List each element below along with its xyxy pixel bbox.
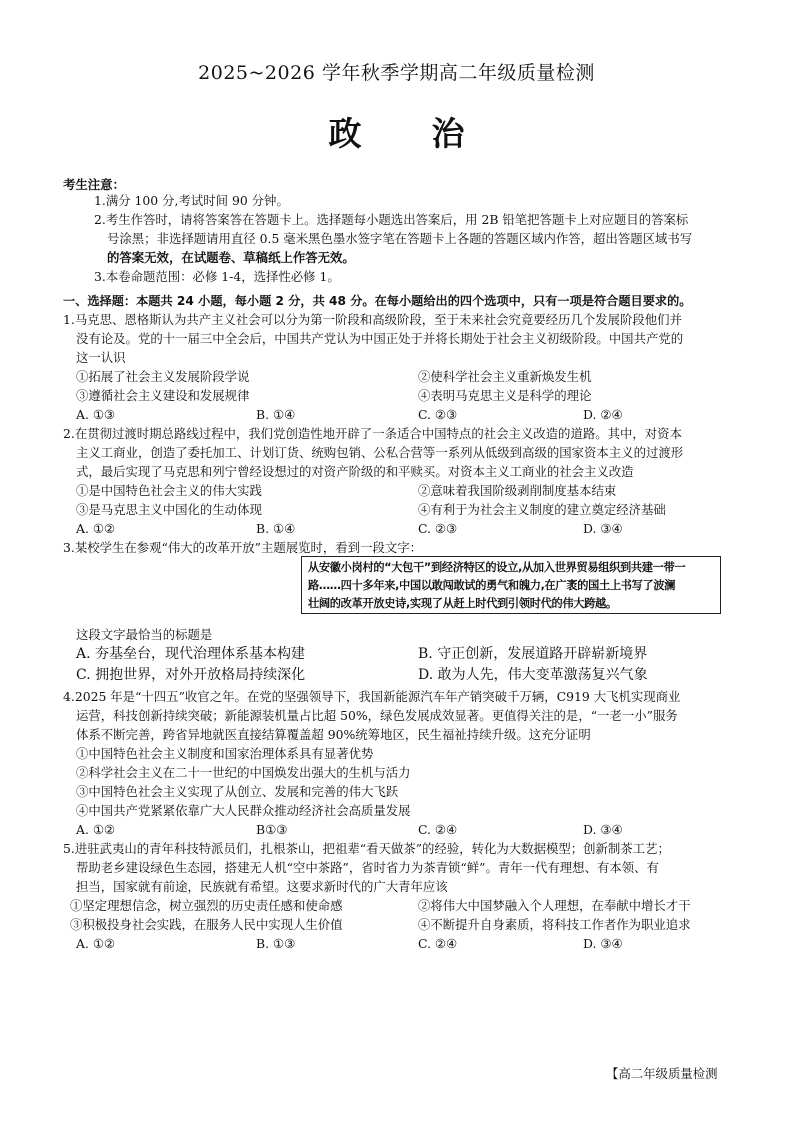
q3-quote-line-3: 壮阔的改革开放史诗,实现了从赶上时代到引领时代的伟大跨越。: [308, 597, 617, 610]
q1-statement-3: ③遵循社会主义建设和发展规律: [76, 388, 250, 403]
q2-statement-1: ①是中国特色社会主义的伟大实践: [76, 483, 262, 498]
q1-line-1: 1.马克思、恩格斯认为共产主义社会可以分为第一阶段和高级阶段，至于未来社会究竟要经历几个发展阶段他们并: [63, 312, 682, 327]
q3-option-b[interactable]: B. 守正创新，发展道路开辟崭新境界: [418, 646, 648, 662]
q2-option-b[interactable]: B. ①④: [256, 521, 296, 536]
q4-statement-1: ①中国特色社会主义制度和国家治理体系具有显著优势: [76, 746, 374, 761]
page-footer: 【高二年级质量检测: [606, 1066, 718, 1081]
exam-title: 2025~2026 学年秋季学期高二年级质量检测: [198, 62, 595, 84]
q1-option-a[interactable]: A. ①③: [76, 407, 116, 422]
q3-line-1: 3.某校学生在参观“伟大的改革开放”主题展览时，看到一段文字：: [63, 540, 423, 555]
q5-option-b[interactable]: B. ①③: [256, 936, 296, 951]
q3-option-d[interactable]: D. 敢为人先，伟大变革激荡复兴气象: [418, 667, 648, 683]
q5-statement-2: ②将伟大中国梦融入个人理想，在奉献中增长才干: [418, 898, 691, 913]
q5-option-d[interactable]: D. ③④: [583, 936, 623, 951]
q1-statement-2: ②使科学社会主义重新焕发生机: [418, 369, 592, 384]
q1-line-2: 没有论及。党的十一届三中全会后，中国共产党认为中国正处于并将长期处于社会主义初级阶段。中国共产党的: [76, 331, 684, 346]
q4-line-1: 4.2025 年是“十四五”收官之年。在党的坚强领导下，我国新能源汽车年产销突破千万辆，C919 大飞机实现商业: [63, 689, 681, 704]
q1-option-c[interactable]: C. ②③: [418, 407, 458, 422]
notice-item-2: 2.考生作答时，请将答案答在答题卡上。选择题每小题选出答案后，用 2B 铅笔把答题卡上对应题目的答案标: [94, 212, 689, 227]
q4-option-b[interactable]: B①③: [256, 822, 288, 837]
q3-option-a[interactable]: A. 夯基垒台，现代治理体系基本构建: [76, 646, 306, 662]
q4-statement-2: ②科学社会主义在二十一世纪的中国焕发出强大的生机与活力: [76, 765, 411, 780]
notice-item-1: 1.满分 100 分,考试时间 90 分钟。: [94, 193, 289, 208]
q5-statement-1: ①坚定理想信念，树立强烈的历史责任感和使命感: [70, 898, 343, 913]
q5-option-c[interactable]: C. ②④: [418, 936, 458, 951]
q2-line-2: 主义工商业，创造了委托加工、计划订货、统购包销、公私合营等一系列从低级到高级的国家资本主义的过渡形: [76, 445, 684, 460]
q3-quote-line-1: 从安徽小岗村的“大包干”到经济特区的设立,从加入世界贸易组织到共建一带一: [308, 561, 686, 574]
notice-title: 考生注意：: [63, 177, 125, 192]
q4-option-d[interactable]: D. ③④: [583, 822, 623, 837]
q3-option-c[interactable]: C. 拥抱世界，对外开放格局持续深化: [76, 667, 306, 683]
q5-line-1: 5.进驻武夷山的青年科技特派员们，扎根茶山，把祖辈“看天做茶”的经验，转化为大数据模型；创新制茶工艺；: [63, 841, 670, 856]
q5-line-3: 担当，国家就有前途，民族就有希望。这要求新时代的广大青年应该: [76, 879, 448, 894]
q1-option-b[interactable]: B. ①④: [256, 407, 296, 422]
q4-line-2: 运营，科技创新持续突破；新能源装机量占比超 50%，绿色发展成效显著。更值得关注的是，“一老一小”服务: [76, 708, 678, 723]
q1-statement-4: ④表明马克思主义是科学的理论: [418, 388, 592, 403]
q5-line-2: 帮助老乡建设绿色生态园，搭建无人机“空中茶路”，省时省力为茶青锁“鲜”。青年一代有理想、有本领、有: [76, 860, 659, 875]
q1-line-3: 这一认识: [76, 350, 126, 365]
q2-option-a[interactable]: A. ①②: [76, 521, 116, 536]
section-one-title: 一、选择题：本题共 24 小题，每小题 2 分，共 48 分。在每小题给出的四个选项中，只有一项是符合题目要求的。: [63, 294, 692, 308]
q1-option-d[interactable]: D. ②④: [583, 407, 623, 422]
subject-title: 政治: [328, 114, 535, 153]
notice-item-3: 3.本卷命题范围：必修 1-4，选择性必修 1。: [94, 269, 340, 284]
q2-option-d[interactable]: D. ③④: [583, 521, 623, 536]
notice-item-2-cont: 号涂黑；非选择题请用直径 0.5 毫米黑色墨水签字笔在答题卡上各题的答题区域内作答，超出答题区域书写: [107, 231, 693, 246]
q5-statement-4: ④不断提升自身素质，将科技工作者作为职业追求: [418, 917, 691, 932]
q2-statement-4: ④有利于为社会主义制度的建立奠定经济基础: [418, 502, 666, 517]
q2-option-c[interactable]: C. ②③: [418, 521, 458, 536]
q4-statement-4: ④中国共产党紧紧依靠广大人民群众推动经济社会高质量发展: [76, 803, 411, 818]
q4-statement-3: ③中国特色社会主义实现了从创立、发展和完善的伟大飞跃: [76, 784, 399, 799]
q2-line-3: 式，最后实现了马克思和列宁曾经设想过的对资产阶级的和平赎买。对资本主义工商业的社会主义改造: [76, 464, 634, 479]
q4-option-c[interactable]: C. ②④: [418, 822, 458, 837]
q2-statement-2: ②意味着我国阶级剥削制度基本结束: [418, 483, 617, 498]
q3-stem-end: 这段文字最恰当的标题是: [76, 627, 213, 642]
q2-line-1: 2.在贯彻过渡时期总路线过程中，我们党创造性地开辟了一条适合中国特点的社会主义改造的道路。其中，对资本: [63, 426, 682, 441]
q5-option-a[interactable]: A. ①②: [76, 936, 116, 951]
q3-quote-line-2: 路……四十多年来,中国以敢闯敢试的勇气和魄力,在广袤的国土上书写了波澜: [308, 579, 676, 592]
q5-statement-3: ③积极投身社会实践，在服务人民中实现人生价值: [70, 917, 343, 932]
q2-statement-3: ③是马克思主义中国化的生动体现: [76, 502, 262, 517]
notice-item-2-end: 的答案无效，在试题卷、草稿纸上作答无效。: [107, 250, 355, 265]
q3-quote-box: [301, 556, 721, 614]
q4-line-3: 体系不断完善，跨省异地就医直接结算覆盖超 90%统筹地区，民生福祉持续升级。这充分证明: [76, 727, 591, 742]
q1-statement-1: ①拓展了社会主义发展阶段学说: [76, 369, 250, 384]
q4-option-a[interactable]: A. ①②: [76, 822, 116, 837]
